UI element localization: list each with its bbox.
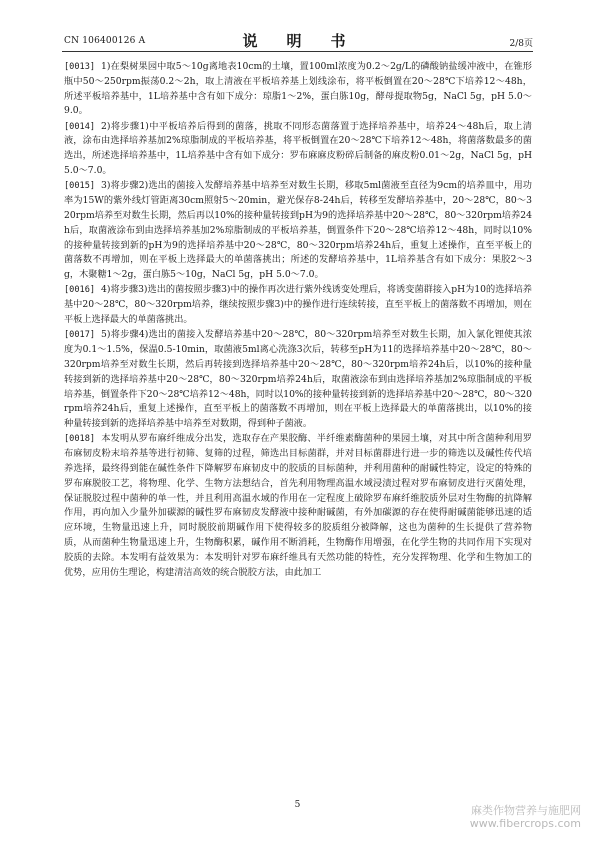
paragraph-number: [0018] (64, 434, 96, 445)
paragraph-text: 5)将步骤4)选出的菌接入发酵培养基中20～28℃，80～320rpm培养至对数生长期，加入氯化锂使其浓度为0.1～1.5%，保温0.5-10min，取菌液5ml离心洗涤3次后，转移至pH为11的选择培养基中20～28℃，80～320rpm培养至对数生长期，然后再转接到选择培养基中20～28℃，80～320rpm培养24h后，以10%的接种量转接到新的选择培养基中20～28℃，80～320rpm培养24h后，取菌液涂布到由选择培养基加2%琼脂制成的平板培养基，倒置条件下20～28℃培养12～48h，同时以10%的接种量转接到新的选择培养基中20～28℃，80～320rpm培养24h后，重复上述操作，直至平板上的菌落数不再增加，则在平板上选择最大的单菌落挑出，以10%的接种量转接到新的选择培养基中培养至对数期，得到种子菌液。 (64, 329, 532, 430)
watermark-line-2: www.fibercrops.com (469, 817, 581, 830)
paragraph-0016 (64, 283, 532, 327)
paragraph-number: [0015] (64, 181, 96, 192)
paragraph-text: 4)将步骤3)选出的菌按照步骤3)中的操作再次进行紫外线诱变处理后，将诱变菌群接入pH为10的选择培养基中20～28℃，80～320rpm培养，继续按照步骤3)中的操作进行连续转接，直至平板上的菌落数不再增加，则在平板上选择最大的单菌落挑出。 (64, 284, 532, 326)
page-info: 2/8页 (509, 39, 533, 49)
paragraph-number: [0013] (64, 62, 96, 72)
watermark-line-1: 麻类作物营养与施肥网 (471, 804, 581, 817)
paragraph-text: 本发明从罗布麻纤维成分出发，选取存在产果胶酶、半纤维素酶菌种的果园土壤，对其中所含菌种利用罗布麻韧皮粉末培养基等进行初筛、复筛的过程，筛选出目标菌群，并对目标菌群进行进一步的筛选以及碱性传代培养选择，最终得到能在碱性条件下降解罗布麻韧皮中的胶质的目标菌种，并利用菌种的耐碱性特定，设定的特殊的罗布麻脱胶工艺，将物理、化学、生物方法想结合，首先利用物理高温水域浸渍过程对罗布麻韧皮进行灭菌处理，保证脱胶过程中菌种的单一性，并且利用高温水域的作用在一定程度上破除罗布麻纤维胶质外层对生物酶的抗降解作用，再向加入少量外加碳源的碱性罗布麻韧皮发酵液中接种耐碱菌，有外加碳源的存在使得耐碱菌能够迅速的适应环境，生物量迅速上升，同时脱胶前期碱作用下使得较多的胶质组分被降解，这也为菌种的生长提供了营养物质，从而菌种生物量迅速上升，生物酶积累，碱作用不断消耗，生物酶作用增强，在化学生物的共同作用下实现对胶质的去除。本发明有益效果为：本发明针对罗布麻纤维具有天然功能的特性，充分发挥物理、化学和生物加工的优势，应用仿生理论，构建清洁高效的统合脱胶方法，由此加工 (64, 433, 532, 578)
document-body (64, 60, 532, 581)
paragraph-number: [0017] (64, 330, 96, 341)
header-rule (62, 51, 533, 52)
paragraph-number: [0014] (64, 121, 96, 132)
paragraph-0013 (64, 60, 532, 119)
page-number: 5 (294, 800, 301, 810)
paragraph-0018 (64, 432, 532, 580)
paragraph-number: [0016] (64, 285, 96, 296)
publication-number: CN 106400126 A (64, 36, 146, 46)
paragraph-0014 (64, 120, 532, 179)
watermark (470, 804, 581, 830)
paragraph-0015 (64, 179, 532, 283)
paragraph-0017 (64, 328, 532, 432)
document-title: 说 明 书 (242, 32, 353, 50)
paragraph-text: 2)将步骤1)中平板培养后得到的菌落，挑取不同形态菌落置于选择培养基中，培养24～48h后，取上清液，涂布由选择培养基加2%琼脂制成的平板培养基，将平板倒置在20～28℃下培养12～48h，将菌落数最多的菌选出，所述选择培养基中，1L培养基中含有如下成分：罗布麻麻皮粉碎后制备的麻皮粉0.01～2g，NaCl 5g，pH 5.0～7.0。 (64, 120, 532, 177)
paragraph-text: 3)将步骤2)选出的菌接入发酵培养基中培养至对数生长期，移取5ml菌液至直径为9cm的培养皿中，用功率为15W的紫外线灯管距离30cm照射5～20min，避光保存8-24h后，转移至发酵培养基中，20～28℃，80～320rpm培养至对数生长期，然后再以10%的接种量转接到pH为9的选择培养基中20～28℃，80～320rpm培养24h后，取菌液涂布到由选择培养基加2%琼脂制成的平板培养基，倒置条件下20～28℃培养12～48h，同时以10%的接种量转接到新的pH为9的选择培养基中20～28℃，80～320rpm培养24h后，重复上述操作，直至平板上的菌落数不再增加，则在平板上选择最大的单菌落挑出；所述的发酵培养基中，1L培养基含有如下成分：果胶2～3g，木聚糖1～2g，蛋白胨5～10g，NaCl 5g，pH 5.0～7.0。 (64, 180, 532, 281)
paragraph-text: 1)在梨树果园中取5～10g离地表10cm的土壤，置100ml浓度为0.2～2g/L的磷酸钠盐缓冲液中，在锥形瓶中50～250rpm振荡0.2～2h，取上清液在平板培养基上划线涂布，将平板倒置在20～28℃下培养12～48h，所述平板培养基中，1L培养基中含有如下成分：琼脂1～2%，蛋白胨10g，酵母提取物5g，NaCl 5g，pH 5.0～9.0。 (64, 61, 532, 117)
